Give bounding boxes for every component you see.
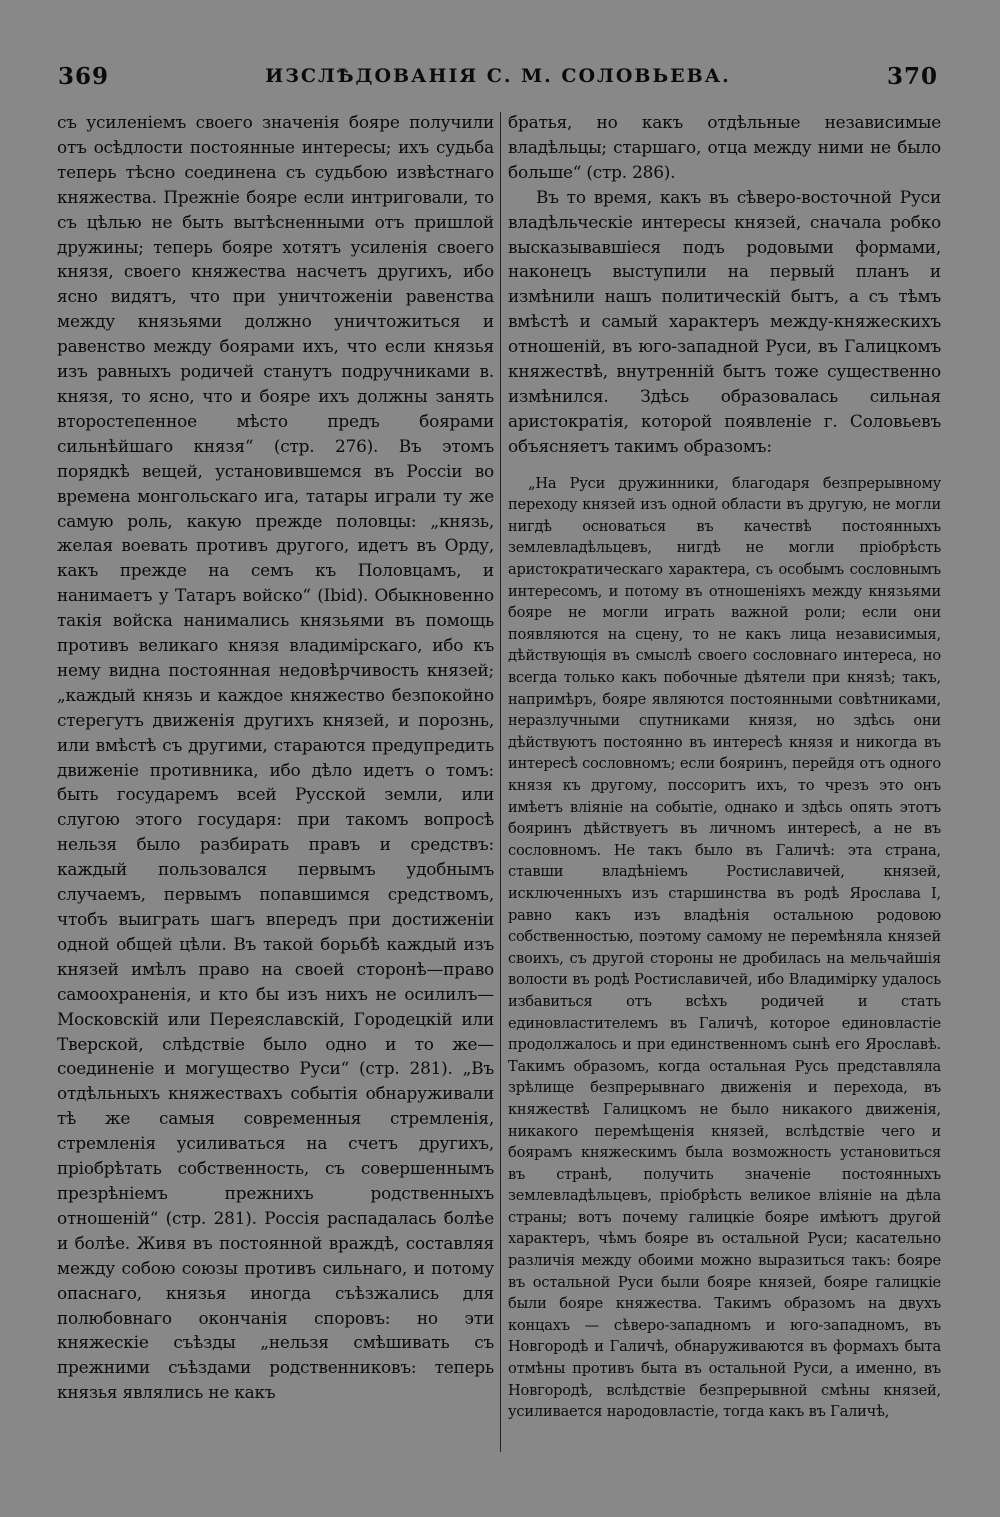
page-number-left: 369	[58, 62, 110, 90]
page-number-right: 370	[886, 62, 938, 90]
right-column	[508, 110, 941, 1423]
running-header	[58, 58, 938, 94]
right-paragraph: Въ то время, какъ въ сѣверо-восточной Руси владѣльческіе интересы князей, сначала робко высказывавшіеся подъ родовыми формами, наконецъ выступили на первый планъ и измѣнили нашъ политическій бытъ, а съ тѣмъ вмѣстѣ и самый характеръ между-княжескихъ отношеній, въ юго-западной Руси, въ Галицкомъ княжествѣ, внутренній бытъ тоже существенно измѣнился. Здѣсь образовалась сильная аристократія, которой появленіе г. Соловьевъ объясняетъ такимъ образомъ:	[508, 186, 941, 456]
block-quote-text: „На Руси дружинники, благодаря безпрерывному переходу князей изъ одной области въ другую, не могли нигдѣ основаться въ качествѣ постоянныхъ землевладѣльцевъ, нигдѣ не могли пріобрѣсть аристократическаго характера, съ особымъ сословнымъ интересомъ, и потому въ отношеніяхъ между князьями бояре не могли играть важной роли; если они появляются на сцену, то не какъ лица независимыя, дѣйствующія въ смыслѣ своего сословнаго интереса, но всегда только какъ побочные дѣятели при князѣ; такъ, напримѣръ, бояре являются постоянными совѣтниками, неразлучными спутниками князя, но здѣсь они дѣйствуютъ постоянно въ интересѣ князя и никогда въ интересѣ сословномъ; если бояринъ, перейдя отъ одного князя къ другому, поссоритъ ихъ, то чрезъ это онъ имѣетъ вліяніе на событіе, однако и здѣсь опять этотъ бояринъ дѣйствуетъ въ личномъ интересѣ, а не въ сословномъ. Не такъ было въ Галичѣ: эта страна, ставши владѣніемъ Ростиславичей, князей, исключенныхъ изъ старшинства въ родѣ Ярослава I, равно какъ изъ владѣнія остальною родовою собственностью, поэтому самому не перемѣняла князей своихъ, съ другой стороны не дробилась на мельчайшія волости въ родѣ Ростиславичей, ибо Владимірку удалось избавиться отъ всѣхъ родичей и стать единовластителемъ въ Галичѣ, которое единовластіе продолжалось и при единственномъ сынѣ его Ярославѣ. Такимъ образомъ, когда остальная Русь представляла зрѣлище безпрерывнаго движенія и перехода, въ княжествѣ Галицкомъ не было никакого движенія, никакого перемѣщенія князей, вслѣдствіе чего и боярамъ княжескимъ была возможность установиться въ странѣ, получить значеніе постоянныхъ землевладѣльцевъ, пріобрѣсть великое вліяніе на дѣла страны; вотъ почему галицкіе бояре имѣютъ другой характеръ, чѣмъ бояре въ остальной Руси; касательно различія между обоими можно выразиться такъ: бояре въ остальной Руси были бояре князей, бояре галицкіе были бояре княжества. Такимъ образомъ на двухъ концахъ — сѣверо-западномъ и юго-западномъ, въ Новгородѣ и Галичѣ, обнаруживаются въ формахъ быта отмѣны противъ быта въ остальной Руси, а именно, въ Новгородѣ, вслѣдствіе безпрерывной смѣны князей, усиливается народовластіе, тогда какъ въ Галичѣ,	[508, 474, 941, 1421]
running-title: ИЗСЛѢДОВАНІЯ С. М. СОЛОВЬЕВА.	[265, 65, 731, 87]
left-column	[57, 110, 494, 1405]
right-continuation-text: братья, но какъ отдѣльные независимые владѣльцы; старшаго, отца между ними не было больше“ (стр. 286).	[508, 112, 941, 182]
left-column-text: съ усиленіемъ своего значенія бояре получили отъ осѣдлости постоянные интересы; ихъ судьба теперь тѣсно соединена съ судьбою извѣстнаго княжества. Прежніе бояре если интриговали, то съ цѣлью не быть вытѣсненными отъ пришлой дружины; теперь бояре хотятъ усиленія своего князя, своего княжества насчетъ другихъ, ибо ясно видятъ, что при уничтоженіи равенства между князьями должно уничтожиться и равенство между боярами ихъ, что если князья изъ равныхъ родичей станутъ подручниками в. князя, то ясно, что и бояре ихъ должны занять второстепенное мѣсто предъ боярами сильнѣйшаго князя“ (стр. 276). Въ этомъ порядкѣ вещей, установившемся въ Россіи во времена монгольскаго ига, татары играли ту же самую роль, какую прежде половцы: „князь, желая воевать противъ другого, идетъ въ Орду, какъ прежде на семъ къ Половцамъ, и нанимаетъ у Татаръ войско“ (Ibid). Обыкновенно такія войска нанимались князьями въ помощь противъ великаго князя владимірскаго, ибо къ нему видна постоянная недовѣрчивость князей; „каждый князь и каждое княжество безпокойно стерегутъ движенія другихъ князей, и порознь, или вмѣстѣ съ другими, стараются предупредить движеніе противника, ибо дѣло идетъ о томъ: быть государемъ всей Русской земли, или слугою этого государя: при такомъ вопросѣ нельзя было разбирать правъ и средствъ: каждый пользовался первымъ удобнымъ случаемъ, первымъ попавшимся средствомъ, чтобъ выиграть шагъ впередъ при достиженіи одной общей цѣли. Въ такой борьбѣ каждый изъ князей имѣлъ право на своей сторонѣ—право самоохраненія, и кто бы изъ нихъ не осилилъ—Московскій или Переяславскій, Городецкій или Тверской, слѣдствіе было одно и то же—соединеніе и могущество Руси“ (стр. 281). „Въ отдѣльныхъ княжествахъ событія обнаруживали тѣ же самыя современныя стремленія, стремленія усиливаться на счетъ другихъ, пріобрѣтать собственность, съ совершеннымъ презрѣніемъ прежнихъ родственныхъ отношеній“ (стр. 281). Россія распадалась болѣе и болѣе. Живя въ постоянной враждѣ, составляя между собою союзы противъ сильнаго, и потому опаснаго, князья иногда съѣзжались для полюбовнаго окончанія споровъ: но эти княжескіе съѣзды „нельзя смѣшивать съ прежними съѣздами родственниковъ: теперь князья являлись не какъ	[57, 112, 494, 1403]
block-quote	[508, 473, 941, 1423]
right-column-body	[508, 110, 941, 459]
column-divider	[500, 112, 501, 1452]
